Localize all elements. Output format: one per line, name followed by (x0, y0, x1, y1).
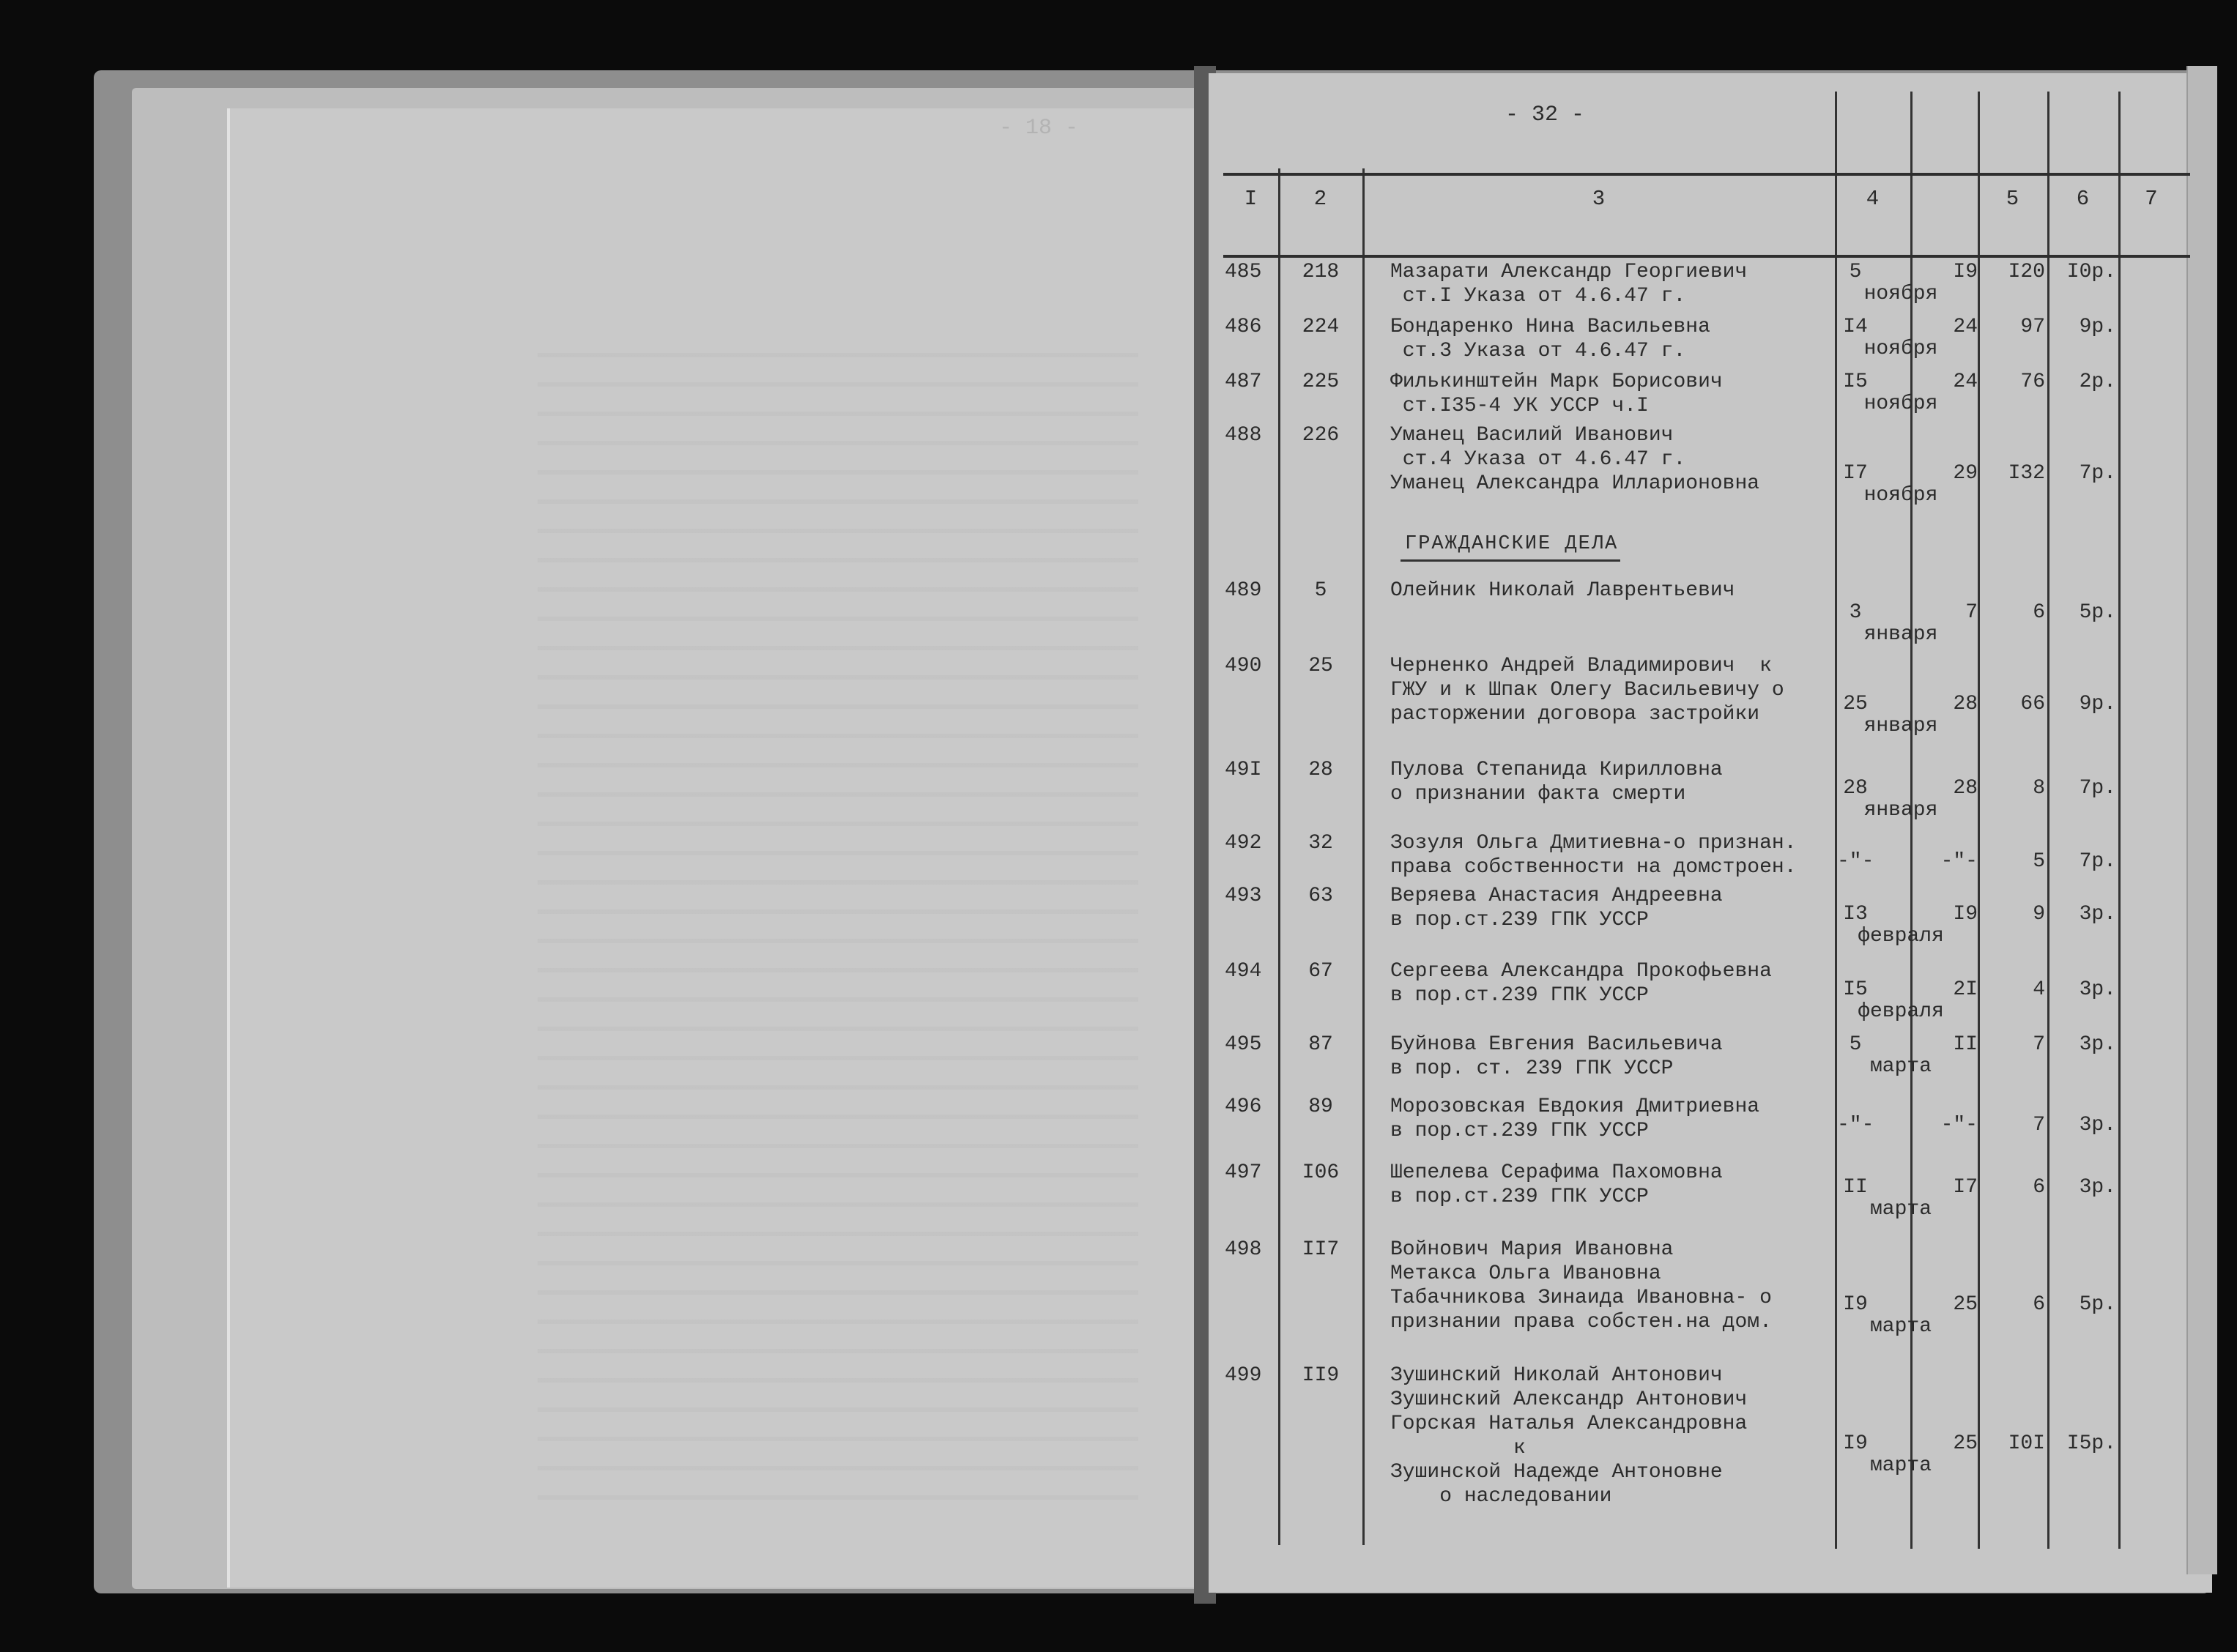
column-5-value: 6 (2033, 1293, 2045, 1316)
date-month: ноября (1863, 338, 1938, 360)
date-start: I9 (1843, 1432, 1868, 1455)
date-start: 25 (1843, 693, 1868, 715)
column-5-value: I0I (2008, 1432, 2045, 1455)
case-number: I06 (1302, 1161, 1340, 1184)
row-number: 489 (1225, 579, 1262, 602)
date-month: ноября (1863, 392, 1938, 415)
row-number: 494 (1225, 960, 1262, 983)
date-end: I9 (1953, 261, 1978, 283)
column-5-value: 8 (2033, 777, 2045, 800)
date-start: I7 (1843, 462, 1868, 485)
case-number: 226 (1302, 424, 1340, 447)
column-6-value: I5р. (2066, 1432, 2116, 1455)
case-description: Морозовская Евдокия Дмитриевна в пор.ст.239 ГПК УССР (1390, 1095, 1760, 1142)
case-number: 224 (1302, 316, 1340, 338)
date-month: января (1863, 623, 1938, 646)
case-number: 89 (1308, 1095, 1333, 1118)
column-6-value: 7р. (2079, 777, 2116, 800)
column-6-value: 9р. (2079, 693, 2116, 715)
left-ghost-page-number: - 18 - (999, 116, 1079, 141)
grid-line (1978, 92, 1980, 1549)
column-5-value: 7 (2033, 1114, 2045, 1136)
case-description: Шепелева Серафима Пахомовна в пор.ст.239 ГПК УССР (1390, 1161, 1723, 1208)
date-month: февраля (1858, 1000, 1944, 1023)
column-6-value: 7р. (2079, 850, 2116, 873)
column-6-value: 2р. (2079, 371, 2116, 393)
date-start: I5 (1843, 371, 1868, 393)
date-start: I5 (1843, 978, 1868, 1001)
column-header-5: 5 (2006, 187, 2019, 211)
column-header-6: 6 (2076, 187, 2090, 211)
case-description: Войнович Мария Ивановна Метакса Ольга Ивановна Табачникова Зинаида Ивановна- о признании права собстен.на дом. (1390, 1238, 1772, 1333)
row-number: 499 (1225, 1364, 1262, 1387)
date-start: II (1843, 1176, 1868, 1199)
column-5-value: 66 (2020, 693, 2045, 715)
column-5-value: 7 (2033, 1033, 2045, 1056)
case-number: 5 (1314, 579, 1327, 602)
date-start: -"- (1837, 1114, 1874, 1136)
date-end: II (1953, 1033, 1978, 1056)
date-start: I4 (1843, 316, 1868, 338)
case-number: 63 (1308, 885, 1333, 907)
case-description: Сергеева Александра Прокофьевна в пор.ст.239 ГПК УССР (1390, 960, 1772, 1007)
date-end: 28 (1953, 777, 1978, 800)
row-number: 498 (1225, 1238, 1262, 1261)
date-month: марта (1869, 1315, 1932, 1338)
column-5-value: 6 (2033, 1176, 2045, 1199)
date-month: марта (1869, 1454, 1932, 1477)
date-end: -"- (1940, 1114, 1978, 1136)
row-number: 492 (1225, 832, 1262, 855)
date-start: 3 (1849, 601, 1862, 624)
case-description: Зозуля Ольга Дмитиевна-о признан. права собственности на домстроен. (1390, 832, 1797, 879)
date-end: 25 (1953, 1293, 1978, 1316)
date-end: 25 (1953, 1432, 1978, 1455)
date-month: марта (1869, 1055, 1932, 1078)
date-month: февраля (1858, 925, 1944, 948)
case-description: Веряева Анастасия Андреевна в пор.ст.239 ГПК УССР (1390, 885, 1723, 931)
case-description: Черненко Андрей Владимирович к ГЖУ и к Шпак Олегу Васильевичу о расторжении договора застройки (1390, 655, 1784, 726)
case-number: 67 (1308, 960, 1333, 983)
case-number: 225 (1302, 371, 1340, 393)
date-start: 5 (1849, 261, 1862, 283)
column-5-value: 5 (2033, 850, 2045, 873)
case-number: II9 (1302, 1364, 1340, 1387)
column-header-1: I (1244, 187, 1258, 211)
row-number: 488 (1225, 424, 1262, 447)
column-6-value: 5р. (2079, 601, 2116, 624)
header-rule (1223, 173, 2190, 176)
date-month: ноября (1863, 283, 1938, 305)
case-description: Буйнова Евгения Васильевича в пор. ст. 239 ГПК УССР (1390, 1033, 1723, 1080)
column-6-value: 3р. (2079, 1176, 2116, 1199)
column-5-value: 9 (2033, 903, 2045, 926)
date-end: -"- (1940, 850, 1978, 873)
date-end: I9 (1953, 903, 1978, 926)
date-end: 28 (1953, 693, 1978, 715)
case-description: Зушинский Николай Антонович Зушинский Александр Антонович Горская Наталья Александровна к Зушинской Надежде Антоновне о наследовании (1390, 1364, 1748, 1508)
page-number: - 32 - (1505, 103, 1585, 127)
column-6-value: 3р. (2079, 1033, 2116, 1056)
case-description: Пулова Степанида Кирилловна о признании факта смерти (1390, 759, 1723, 805)
case-description: Бондаренко Нина Васильевна ст.3 Указа от 4.6.47 г. (1390, 316, 1710, 362)
column-header-3: 3 (1592, 187, 1606, 211)
case-number: 32 (1308, 832, 1333, 855)
left-page (227, 108, 1208, 1588)
case-number: 25 (1308, 655, 1333, 677)
row-number: 496 (1225, 1095, 1262, 1118)
grid-line (2118, 92, 2121, 1549)
date-end: 7 (1965, 601, 1978, 624)
grid-line (1362, 168, 1365, 1545)
date-start: 28 (1843, 777, 1868, 800)
date-month: ноября (1863, 484, 1938, 507)
column-header-2: 2 (1313, 187, 1327, 211)
column-5-value: 6 (2033, 601, 2045, 624)
grid-line (2047, 92, 2049, 1549)
date-end: 29 (1953, 462, 1978, 485)
case-description: Филькинштейн Марк Борисович ст.I35-4 УК УССР ч.I (1390, 371, 1723, 417)
date-start: -"- (1837, 850, 1874, 873)
column-5-value: I32 (2008, 462, 2045, 485)
date-end: 2I (1953, 978, 1978, 1001)
column-6-value: 3р. (2079, 1114, 2116, 1136)
case-number: II7 (1302, 1238, 1340, 1261)
date-start: 5 (1849, 1033, 1862, 1056)
column-6-value: 9р. (2079, 316, 2116, 338)
case-number: 87 (1308, 1033, 1333, 1056)
case-number: 218 (1302, 261, 1340, 283)
column-5-value: 76 (2020, 371, 2045, 393)
left-page-bleed-through (538, 328, 1138, 1500)
date-month: марта (1869, 1198, 1932, 1221)
row-number: 487 (1225, 371, 1262, 393)
date-month: января (1863, 715, 1938, 737)
case-description: Уманец Василий Иванович ст.4 Указа от 4.6.47 г. Уманец Александра Илларионовна (1390, 424, 1760, 495)
date-start: I9 (1843, 1293, 1868, 1316)
date-end: 24 (1953, 316, 1978, 338)
date-month: января (1863, 799, 1938, 822)
column-6-value: 3р. (2079, 903, 2116, 926)
row-number: 493 (1225, 885, 1262, 907)
column-5-value: 97 (2020, 316, 2045, 338)
column-5-value: 4 (2033, 978, 2045, 1001)
row-number: 497 (1225, 1161, 1262, 1184)
column-6-value: 3р. (2079, 978, 2116, 1001)
column-5-value: I20 (2008, 261, 2045, 283)
section-underline (1401, 559, 1620, 562)
right-page-edge (2186, 66, 2217, 1574)
row-number: 49I (1225, 759, 1262, 781)
row-number: 486 (1225, 316, 1262, 338)
row-number: 490 (1225, 655, 1262, 677)
column-6-value: 5р. (2079, 1293, 2116, 1316)
row-number: 485 (1225, 261, 1262, 283)
section-title: ГРАЖДАНСКИЕ ДЕЛА (1405, 533, 1619, 555)
case-description: Олейник Николай Лаврентьевич (1390, 579, 1735, 602)
grid-line (1835, 92, 1837, 1549)
column-header-4: 4 (1866, 187, 1880, 211)
column-header-7: 7 (2145, 187, 2158, 211)
case-description: Мазарати Александр Георгиевич ст.I Указа от 4.6.47 г. (1390, 261, 1748, 308)
row-number: 495 (1225, 1033, 1262, 1056)
column-6-value: 7р. (2079, 462, 2116, 485)
header-rule (1223, 255, 2190, 258)
date-end: I7 (1953, 1176, 1978, 1199)
date-start: I3 (1843, 903, 1868, 926)
case-number: 28 (1308, 759, 1333, 781)
column-6-value: I0р. (2066, 261, 2116, 283)
date-end: 24 (1953, 371, 1978, 393)
